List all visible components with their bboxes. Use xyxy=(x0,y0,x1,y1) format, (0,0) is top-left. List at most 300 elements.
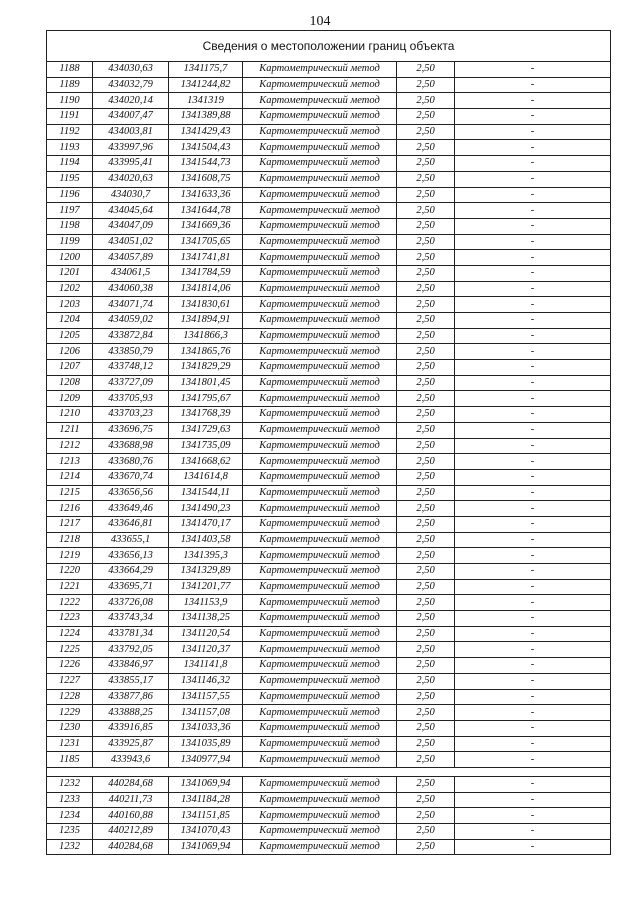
y-coordinate: 1341644,78 xyxy=(169,203,243,219)
method: Картометрический метод xyxy=(243,564,397,580)
method: Картометрический метод xyxy=(243,438,397,454)
table-row xyxy=(47,218,611,234)
x-coordinate: 433670,74 xyxy=(93,469,169,485)
table-row xyxy=(47,516,611,532)
accuracy: 2,50 xyxy=(397,611,455,627)
description: - xyxy=(455,250,611,266)
accuracy: 2,50 xyxy=(397,140,455,156)
y-coordinate: 1341070,43 xyxy=(169,824,243,840)
y-coordinate: 1341784,59 xyxy=(169,265,243,281)
point-number: 1188 xyxy=(47,62,93,78)
accuracy: 2,50 xyxy=(397,360,455,376)
description: - xyxy=(455,673,611,689)
point-number: 1219 xyxy=(47,548,93,564)
description: - xyxy=(455,438,611,454)
table-row xyxy=(47,62,611,78)
method: Картометрический метод xyxy=(243,485,397,501)
accuracy: 2,50 xyxy=(397,824,455,840)
x-coordinate: 433680,76 xyxy=(93,454,169,470)
x-coordinate: 433781,34 xyxy=(93,626,169,642)
y-coordinate: 1341184,28 xyxy=(169,792,243,808)
point-number: 1200 xyxy=(47,250,93,266)
table-row xyxy=(47,642,611,658)
accuracy: 2,50 xyxy=(397,281,455,297)
table-row xyxy=(47,77,611,93)
accuracy: 2,50 xyxy=(397,375,455,391)
y-coordinate: 1341120,54 xyxy=(169,626,243,642)
x-coordinate: 433696,75 xyxy=(93,422,169,438)
description: - xyxy=(455,407,611,423)
table-row xyxy=(47,501,611,517)
table-row xyxy=(47,469,611,485)
x-coordinate: 433655,1 xyxy=(93,532,169,548)
table-row xyxy=(47,776,611,792)
x-coordinate: 434020,63 xyxy=(93,171,169,187)
point-number: 1217 xyxy=(47,516,93,532)
point-number: 1206 xyxy=(47,344,93,360)
accuracy: 2,50 xyxy=(397,736,455,752)
x-coordinate: 434030,7 xyxy=(93,187,169,203)
y-coordinate: 1341395,3 xyxy=(169,548,243,564)
point-number: 1235 xyxy=(47,824,93,840)
accuracy: 2,50 xyxy=(397,344,455,360)
method: Картометрический метод xyxy=(243,776,397,792)
y-coordinate: 1341669,36 xyxy=(169,218,243,234)
description: - xyxy=(455,77,611,93)
method: Картометрический метод xyxy=(243,234,397,250)
method: Картометрический метод xyxy=(243,124,397,140)
method: Картометрический метод xyxy=(243,501,397,517)
point-number: 1231 xyxy=(47,736,93,752)
table-title: Сведения о местоположении границ объекта xyxy=(47,31,611,62)
y-coordinate: 1341141,8 xyxy=(169,658,243,674)
x-coordinate: 440160,88 xyxy=(93,808,169,824)
table-row xyxy=(47,171,611,187)
x-coordinate: 434061,5 xyxy=(93,265,169,281)
description: - xyxy=(455,156,611,172)
accuracy: 2,50 xyxy=(397,689,455,705)
point-number: 1194 xyxy=(47,156,93,172)
method: Картометрический метод xyxy=(243,265,397,281)
y-coordinate: 1341768,39 xyxy=(169,407,243,423)
point-number: 1203 xyxy=(47,297,93,313)
accuracy: 2,50 xyxy=(397,808,455,824)
x-coordinate: 433792,05 xyxy=(93,642,169,658)
description: - xyxy=(455,736,611,752)
method: Картометрический метод xyxy=(243,689,397,705)
description: - xyxy=(455,626,611,642)
description: - xyxy=(455,564,611,580)
x-coordinate: 433850,79 xyxy=(93,344,169,360)
method: Картометрический метод xyxy=(243,824,397,840)
method: Картометрический метод xyxy=(243,839,397,855)
method: Картометрический метод xyxy=(243,328,397,344)
description: - xyxy=(455,595,611,611)
y-coordinate: 1340977,94 xyxy=(169,752,243,768)
accuracy: 2,50 xyxy=(397,77,455,93)
point-number: 1199 xyxy=(47,234,93,250)
table-row xyxy=(47,203,611,219)
table-row xyxy=(47,297,611,313)
y-coordinate: 1341244,82 xyxy=(169,77,243,93)
y-coordinate: 1341035,89 xyxy=(169,736,243,752)
table-row xyxy=(47,705,611,721)
table-row xyxy=(47,824,611,840)
y-coordinate: 1341544,73 xyxy=(169,156,243,172)
accuracy: 2,50 xyxy=(397,234,455,250)
page-number: 104 xyxy=(309,14,331,29)
y-coordinate: 1341146,32 xyxy=(169,673,243,689)
x-coordinate: 433925,87 xyxy=(93,736,169,752)
method: Картометрический метод xyxy=(243,422,397,438)
description: - xyxy=(455,234,611,250)
y-coordinate: 1341120,37 xyxy=(169,642,243,658)
method: Картометрический метод xyxy=(243,250,397,266)
y-coordinate: 1341153,9 xyxy=(169,595,243,611)
description: - xyxy=(455,171,611,187)
table-row xyxy=(47,658,611,674)
point-number: 1197 xyxy=(47,203,93,219)
accuracy: 2,50 xyxy=(397,454,455,470)
description: - xyxy=(455,360,611,376)
x-coordinate: 434060,38 xyxy=(93,281,169,297)
method: Картометрический метод xyxy=(243,705,397,721)
y-coordinate: 1341069,94 xyxy=(169,776,243,792)
description: - xyxy=(455,658,611,674)
description: - xyxy=(455,532,611,548)
table-row xyxy=(47,265,611,281)
table-row xyxy=(47,839,611,855)
method: Картометрический метод xyxy=(243,297,397,313)
point-number: 1232 xyxy=(47,776,93,792)
point-number: 1216 xyxy=(47,501,93,517)
table-row xyxy=(47,234,611,250)
accuracy: 2,50 xyxy=(397,297,455,313)
point-number: 1191 xyxy=(47,109,93,125)
accuracy: 2,50 xyxy=(397,218,455,234)
description: - xyxy=(455,689,611,705)
method: Картометрический метод xyxy=(243,720,397,736)
description: - xyxy=(455,281,611,297)
description: - xyxy=(455,642,611,658)
separator-row xyxy=(47,767,611,776)
x-coordinate: 440284,68 xyxy=(93,776,169,792)
method: Картометрический метод xyxy=(243,62,397,78)
point-number: 1218 xyxy=(47,532,93,548)
accuracy: 2,50 xyxy=(397,187,455,203)
table-row xyxy=(47,792,611,808)
method: Картометрический метод xyxy=(243,281,397,297)
method: Картометрический метод xyxy=(243,93,397,109)
accuracy: 2,50 xyxy=(397,839,455,855)
table-row xyxy=(47,328,611,344)
description: - xyxy=(455,839,611,855)
point-number: 1202 xyxy=(47,281,93,297)
method: Картометрический метод xyxy=(243,218,397,234)
description: - xyxy=(455,265,611,281)
point-number: 1215 xyxy=(47,485,93,501)
accuracy: 2,50 xyxy=(397,203,455,219)
description: - xyxy=(455,109,611,125)
point-number: 1212 xyxy=(47,438,93,454)
y-coordinate: 1341795,67 xyxy=(169,391,243,407)
x-coordinate: 433656,13 xyxy=(93,548,169,564)
x-coordinate: 433688,98 xyxy=(93,438,169,454)
description: - xyxy=(455,792,611,808)
accuracy: 2,50 xyxy=(397,391,455,407)
table-row xyxy=(47,548,611,564)
point-number: 1205 xyxy=(47,328,93,344)
method: Картометрический метод xyxy=(243,313,397,329)
y-coordinate: 1341830,61 xyxy=(169,297,243,313)
table-group-1 xyxy=(47,62,611,768)
point-number: 1225 xyxy=(47,642,93,658)
method: Картометрический метод xyxy=(243,171,397,187)
description: - xyxy=(455,611,611,627)
x-coordinate: 434030,63 xyxy=(93,62,169,78)
point-number: 1223 xyxy=(47,611,93,627)
y-coordinate: 1341429,43 xyxy=(169,124,243,140)
description: - xyxy=(455,579,611,595)
point-number: 1211 xyxy=(47,422,93,438)
accuracy: 2,50 xyxy=(397,579,455,595)
description: - xyxy=(455,313,611,329)
point-number: 1210 xyxy=(47,407,93,423)
table-row xyxy=(47,422,611,438)
accuracy: 2,50 xyxy=(397,595,455,611)
method: Картометрический метод xyxy=(243,469,397,485)
y-coordinate: 1341633,36 xyxy=(169,187,243,203)
y-coordinate: 1341705,65 xyxy=(169,234,243,250)
table-row xyxy=(47,736,611,752)
accuracy: 2,50 xyxy=(397,642,455,658)
description: - xyxy=(455,297,611,313)
y-coordinate: 1341614,8 xyxy=(169,469,243,485)
x-coordinate: 433695,71 xyxy=(93,579,169,595)
accuracy: 2,50 xyxy=(397,548,455,564)
method: Картометрический метод xyxy=(243,792,397,808)
method: Картометрический метод xyxy=(243,391,397,407)
point-number: 1204 xyxy=(47,313,93,329)
accuracy: 2,50 xyxy=(397,265,455,281)
accuracy: 2,50 xyxy=(397,469,455,485)
y-coordinate: 1341829,29 xyxy=(169,360,243,376)
description: - xyxy=(455,391,611,407)
y-coordinate: 1341490,23 xyxy=(169,501,243,517)
method: Картометрический метод xyxy=(243,579,397,595)
y-coordinate: 1341201,77 xyxy=(169,579,243,595)
point-number: 1193 xyxy=(47,140,93,156)
point-number: 1209 xyxy=(47,391,93,407)
method: Картометрический метод xyxy=(243,454,397,470)
x-coordinate: 433646,81 xyxy=(93,516,169,532)
x-coordinate: 434003,81 xyxy=(93,124,169,140)
description: - xyxy=(455,548,611,564)
table-row xyxy=(47,689,611,705)
table-row xyxy=(47,375,611,391)
table-row xyxy=(47,156,611,172)
description: - xyxy=(455,454,611,470)
accuracy: 2,50 xyxy=(397,776,455,792)
method: Картометрический метод xyxy=(243,156,397,172)
table-row xyxy=(47,752,611,768)
accuracy: 2,50 xyxy=(397,438,455,454)
y-coordinate: 1341319 xyxy=(169,93,243,109)
point-number: 1227 xyxy=(47,673,93,689)
method: Картометрический метод xyxy=(243,736,397,752)
description: - xyxy=(455,218,611,234)
table-row xyxy=(47,360,611,376)
x-coordinate: 434007,47 xyxy=(93,109,169,125)
description: - xyxy=(455,469,611,485)
point-number: 1224 xyxy=(47,626,93,642)
point-number: 1233 xyxy=(47,792,93,808)
point-number: 1220 xyxy=(47,564,93,580)
accuracy: 2,50 xyxy=(397,171,455,187)
point-number: 1207 xyxy=(47,360,93,376)
x-coordinate: 440212,89 xyxy=(93,824,169,840)
method: Картометрический метод xyxy=(243,642,397,658)
table-row xyxy=(47,391,611,407)
method: Картометрический метод xyxy=(243,752,397,768)
description: - xyxy=(455,824,611,840)
point-number: 1195 xyxy=(47,171,93,187)
x-coordinate: 433664,29 xyxy=(93,564,169,580)
x-coordinate: 440284,68 xyxy=(93,839,169,855)
accuracy: 2,50 xyxy=(397,626,455,642)
description: - xyxy=(455,328,611,344)
accuracy: 2,50 xyxy=(397,62,455,78)
accuracy: 2,50 xyxy=(397,156,455,172)
table-row xyxy=(47,93,611,109)
point-number: 1190 xyxy=(47,93,93,109)
table-row xyxy=(47,720,611,736)
point-number: 1230 xyxy=(47,720,93,736)
method: Картометрический метод xyxy=(243,658,397,674)
point-number: 1192 xyxy=(47,124,93,140)
x-coordinate: 434047,09 xyxy=(93,218,169,234)
description: - xyxy=(455,422,611,438)
x-coordinate: 433656,56 xyxy=(93,485,169,501)
accuracy: 2,50 xyxy=(397,250,455,266)
x-coordinate: 433877,86 xyxy=(93,689,169,705)
y-coordinate: 1341329,89 xyxy=(169,564,243,580)
description: - xyxy=(455,485,611,501)
y-coordinate: 1341544,11 xyxy=(169,485,243,501)
y-coordinate: 1341608,75 xyxy=(169,171,243,187)
x-coordinate: 433846,97 xyxy=(93,658,169,674)
y-coordinate: 1341865,76 xyxy=(169,344,243,360)
method: Картометрический метод xyxy=(243,673,397,689)
accuracy: 2,50 xyxy=(397,313,455,329)
point-number: 1234 xyxy=(47,808,93,824)
x-coordinate: 433995,41 xyxy=(93,156,169,172)
description: - xyxy=(455,124,611,140)
method: Картометрический метод xyxy=(243,203,397,219)
table-row xyxy=(47,485,611,501)
boundary-table xyxy=(46,30,611,855)
description: - xyxy=(455,705,611,721)
point-number: 1221 xyxy=(47,579,93,595)
method: Картометрический метод xyxy=(243,532,397,548)
point-number: 1228 xyxy=(47,689,93,705)
method: Картометрический метод xyxy=(243,548,397,564)
accuracy: 2,50 xyxy=(397,124,455,140)
y-coordinate: 1341403,58 xyxy=(169,532,243,548)
x-coordinate: 433916,85 xyxy=(93,720,169,736)
x-coordinate: 433726,08 xyxy=(93,595,169,611)
accuracy: 2,50 xyxy=(397,673,455,689)
y-coordinate: 1341389,88 xyxy=(169,109,243,125)
accuracy: 2,50 xyxy=(397,532,455,548)
y-coordinate: 1341741,81 xyxy=(169,250,243,266)
y-coordinate: 1341151,85 xyxy=(169,808,243,824)
table-row xyxy=(47,564,611,580)
table-row xyxy=(47,808,611,824)
table-row xyxy=(47,344,611,360)
table-row xyxy=(47,140,611,156)
y-coordinate: 1341729,63 xyxy=(169,422,243,438)
method: Картометрический метод xyxy=(243,375,397,391)
y-coordinate: 1341814,06 xyxy=(169,281,243,297)
description: - xyxy=(455,516,611,532)
description: - xyxy=(455,140,611,156)
method: Картометрический метод xyxy=(243,77,397,93)
description: - xyxy=(455,344,611,360)
table-row xyxy=(47,626,611,642)
y-coordinate: 1341157,55 xyxy=(169,689,243,705)
method: Картометрический метод xyxy=(243,611,397,627)
accuracy: 2,50 xyxy=(397,407,455,423)
table-separator xyxy=(47,767,611,776)
table-row xyxy=(47,579,611,595)
point-number: 1196 xyxy=(47,187,93,203)
x-coordinate: 433727,09 xyxy=(93,375,169,391)
accuracy: 2,50 xyxy=(397,328,455,344)
x-coordinate: 434032,79 xyxy=(93,77,169,93)
point-number: 1226 xyxy=(47,658,93,674)
y-coordinate: 1341138,25 xyxy=(169,611,243,627)
point-number: 1198 xyxy=(47,218,93,234)
description: - xyxy=(455,720,611,736)
table-row xyxy=(47,673,611,689)
x-coordinate: 433997,96 xyxy=(93,140,169,156)
x-coordinate: 433855,17 xyxy=(93,673,169,689)
accuracy: 2,50 xyxy=(397,109,455,125)
x-coordinate: 434051,02 xyxy=(93,234,169,250)
description: - xyxy=(455,375,611,391)
point-number: 1185 xyxy=(47,752,93,768)
accuracy: 2,50 xyxy=(397,485,455,501)
x-coordinate: 434045,64 xyxy=(93,203,169,219)
accuracy: 2,50 xyxy=(397,501,455,517)
y-coordinate: 1341735,09 xyxy=(169,438,243,454)
table-group-2 xyxy=(47,776,611,854)
point-number: 1222 xyxy=(47,595,93,611)
x-coordinate: 433649,46 xyxy=(93,501,169,517)
table-row xyxy=(47,438,611,454)
y-coordinate: 1341157,08 xyxy=(169,705,243,721)
method: Картометрический метод xyxy=(243,407,397,423)
description: - xyxy=(455,808,611,824)
method: Картометрический метод xyxy=(243,595,397,611)
method: Картометрический метод xyxy=(243,140,397,156)
y-coordinate: 1341175,7 xyxy=(169,62,243,78)
y-coordinate: 1341801,45 xyxy=(169,375,243,391)
y-coordinate: 1341504,43 xyxy=(169,140,243,156)
table-row xyxy=(47,595,611,611)
point-number: 1232 xyxy=(47,839,93,855)
